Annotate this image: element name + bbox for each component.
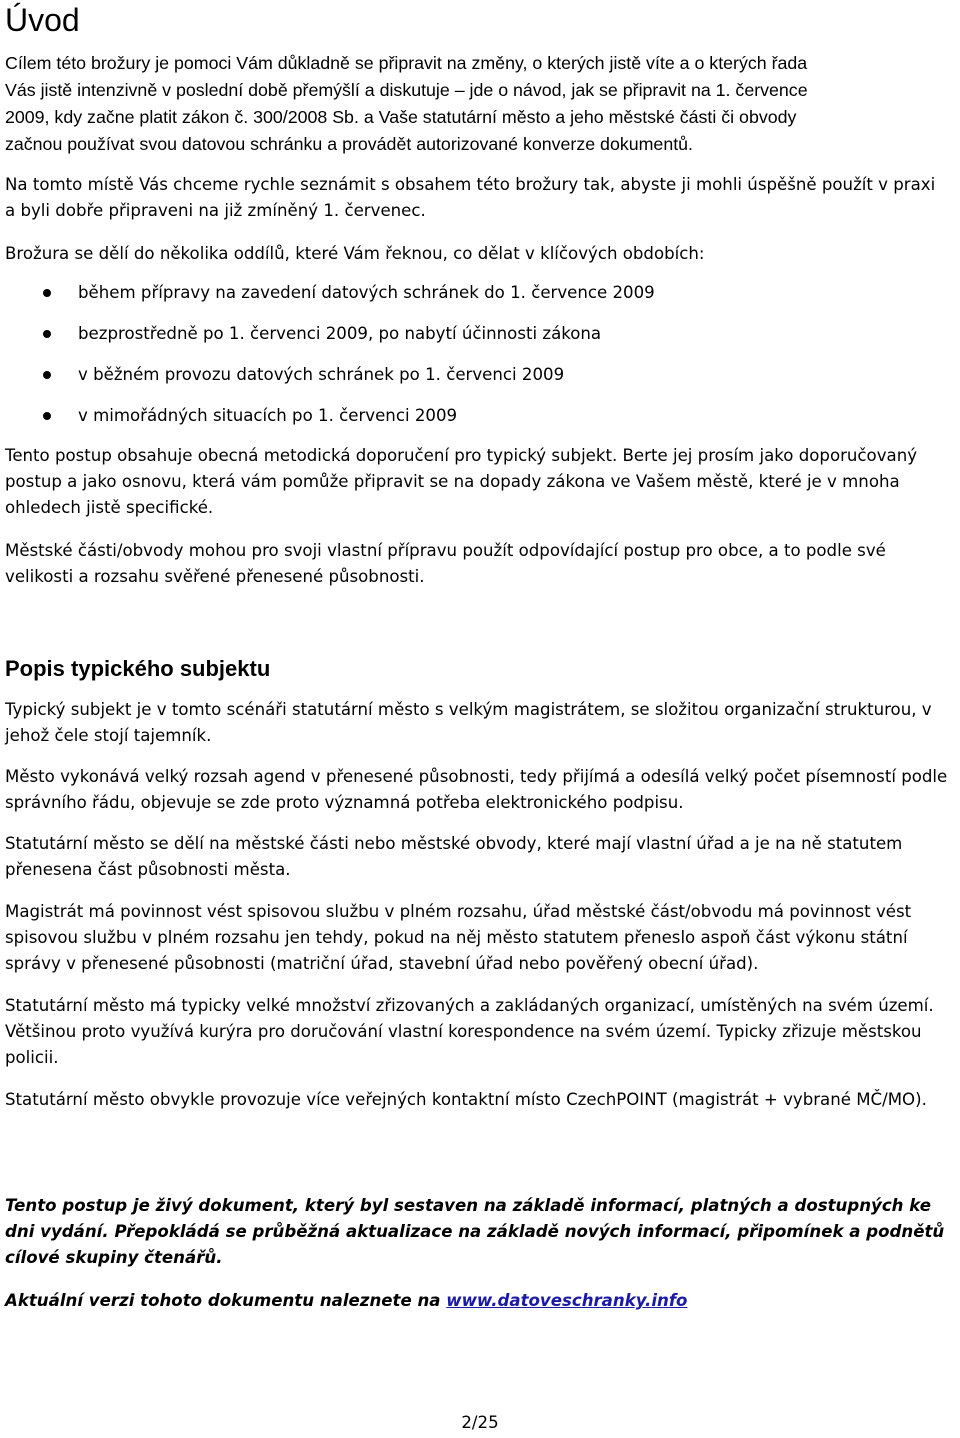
list-item-text: v mimořádných situacích po 1. červenci 2009 bbox=[78, 406, 458, 425]
paragraph-method: Tento postup obsahuje obecná metodická doporučení pro typický subjekt. Berte jej prosím jako doporučovaný postup a jako osnovu, která vám pomůže připravit se na dopady zákona ve Vašem městě, které je v mnoha ohledech jistě specifické. bbox=[5, 446, 918, 517]
paragraph-typical-subject: Typický subjekt je v tomto scénáři statutární město s velkým magistrátem, se složitou organizační strukturou, v jehož čele stojí tajemník. bbox=[5, 700, 932, 745]
page-number: 2/25 bbox=[461, 1413, 499, 1432]
section-heading: Popis typického subjektu bbox=[5, 656, 271, 681]
bullet-icon bbox=[43, 289, 51, 297]
list-item-text: v běžném provozu datových schránek po 1. červenci 2009 bbox=[78, 365, 565, 384]
list-item bbox=[5, 280, 950, 321]
paragraph-czechpoint: Statutární město obvykle provozuje více veřejných kontaktní místo CzechPOINT (magistrát + vybrané MČ/MO). bbox=[5, 1090, 927, 1109]
paragraph-quick-overview: Na tomto místě Vás chceme rychle seznámit s obsahem této brožury tak, abyste ji mohli úspěšně použít v praxi a byli dobře připraveni na již zmíněný 1. červenec. bbox=[5, 175, 936, 220]
bullet-icon bbox=[43, 371, 51, 379]
page-title: Úvod bbox=[5, 2, 80, 38]
intro-line: Vás jistě intenzivně v poslední době přemýšlí a diskutuje – jde o návod, jak se připravit na 1. července bbox=[5, 80, 808, 100]
note-current-version bbox=[5, 1288, 950, 1314]
period-list bbox=[5, 280, 950, 444]
paragraph-filing-service: Magistrát má povinnost vést spisovou službu v plném rozsahu, úřad městské část/obvodu má povinnost vést spisovou službu v plném rozsahu jen tehdy, pokud na něj město statutem přeneslo aspoň část výkonu státní správy v přenesené působnosti (matriční úřad, stavební úřad nebo pověřený obecní úřad). bbox=[5, 902, 912, 973]
website-link[interactable]: www.datoveschranky.info bbox=[446, 1291, 688, 1310]
intro-line: 2009, kdy začne platit zákon č. 300/2008 Sb. a Vaše statutární město a jeho městské části či obvody bbox=[5, 107, 797, 127]
paragraph-city-parts: Statutární město se dělí na městské části nebo městské obvody, které mají vlastní úřad a je na ně statutem přenesena část působnosti města. bbox=[5, 834, 903, 879]
list-item-text: bezprostředně po 1. červenci 2009, po nabytí účinnosti zákona bbox=[78, 324, 602, 343]
paragraph-sections: Brožura se dělí do několika oddílů, které Vám řeknou, co dělat v klíčových obdobích: bbox=[5, 244, 705, 263]
list-item bbox=[5, 321, 950, 362]
note-current-text: Aktuální verzi tohoto dokumentu naleznete na bbox=[5, 1291, 447, 1310]
paragraph-organizations: Statutární město má typicky velké množství zřizovaných a zakládaných organizací, umístěných na svém území. Většinou proto využívá kurýra pro doručování vlastní korespondence na svém území. Typicky zřizuje městskou policii. bbox=[5, 996, 934, 1067]
intro-line: Cílem této brožury je pomoci Vám důkladně se připravit na změny, o kterých jistě víte a o kterých řada bbox=[5, 53, 808, 73]
list-item-text: během přípravy na zavedení datových schránek do 1. července 2009 bbox=[78, 283, 655, 302]
bullet-icon bbox=[43, 330, 51, 338]
paragraph-districts: Městské části/obvody mohou pro svoji vlastní přípravu použít odpovídající postup pro obce, a to podle své velikosti a rozsahu svěřené přenesené působnosti. bbox=[5, 541, 886, 586]
intro-line: začnou používat svou datovou schránku a provádět autorizované konverze dokumentů. bbox=[5, 134, 693, 154]
paragraph-agendas: Město vykonává velký rozsah agend v přenesené působnosti, tedy přijímá a odesílá velký počet písemností podle správního řádu, objevuje se zde proto významná potřeba elektronického podpisu. bbox=[5, 767, 948, 812]
intro-paragraph bbox=[5, 50, 950, 158]
list-item bbox=[5, 403, 950, 444]
bullet-icon bbox=[43, 412, 51, 420]
list-item bbox=[5, 362, 950, 403]
note-living-document: Tento postup je živý dokument, který byl sestaven na základě informací, platných a dostupných ke dni vydání. Přepokládá se průběžná aktualizace na základě nových informací, připomínek a podnětů cílové skupiny čtenářů. bbox=[5, 1196, 945, 1267]
